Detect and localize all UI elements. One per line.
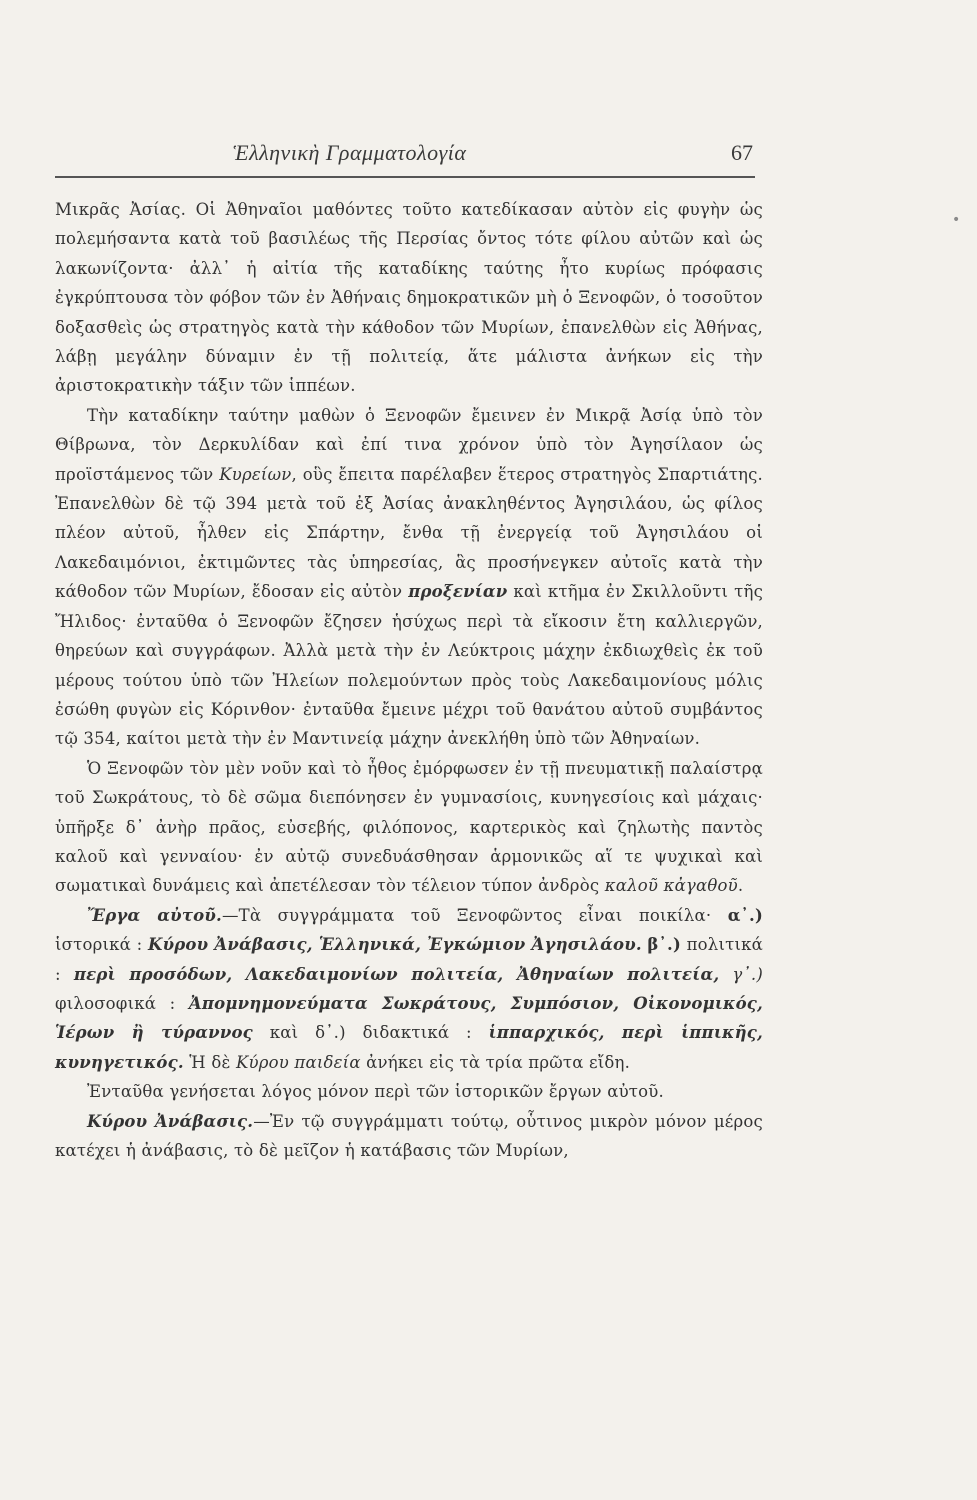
p4-text-f: διδακτικά :	[362, 1023, 472, 1043]
p4-alpha: α᾿.)	[727, 905, 763, 925]
p4-works-philosophical: Ἀπομνημονεύματα Σωκράτους, Συμπόσιον, Οἰκονομικός, Ἱέρων ἢ τύραννος	[55, 993, 763, 1043]
paragraph-exile: Μικρᾶς Ἀσίας. Οἱ Ἀθηναῖοι μαθόντες τοῦτο κατεδίκασαν αὐτὸν εἰς φυγὴν ὡς πολεμήσαντα κατὰ τοῦ βασιλέως τῆς Περσίας ὄντος τότε φίλου αὐτῶν καὶ ὡς λακωνίζοντα· ἀλλ᾿ ἡ αἰτία τῆς καταδίκης ταύτης ἦτο κυρίως πρόφασις ἐγκρύπτουσα τὸν φόβον τῶν ἐν Ἀθήναις δημοκρατικῶν μὴ ὁ Ξενοφῶν, ὁ τοσοῦτον δοξασθεὶς ὡς στρατηγὸς κατὰ τὴν κάθοδον τῶν Μυρίων, ἐπανελθὼν εἰς Ἀθήνας, λάβῃ μεγάλην δύναμιν ἐν τῇ πολιτείᾳ, ἅτε μάλιστα ἀνήκων εἰς τὴν ἀριστοκρατικὴν τάξιν τῶν ἱππέων.	[55, 200, 763, 396]
p6-text-a: —Ἐν τῷ συγγράμματι τούτῳ, οὗτινος μικρὸν μόνον μέρος κατέχει ἡ ἀνάβασις, τὸ δὲ μεῖζον ἡ κατάβασις τῶν Μυρίων,	[55, 1111, 763, 1160]
p4-text-d: φιλοσοφικά :	[55, 993, 176, 1013]
p2-kyreion: Κυρείων	[219, 464, 292, 484]
p2-text-b: , οὓς ἔπειτα παρέλαβεν ἕτερος στρατηγὸς Σπαρτιάτης. Ἐπανελθὼν δὲ τῷ 394 μετὰ τοῦ ἐξ Ἀσίας ἀνακληθέντος Ἀγησιλάου, ὡς φίλος πλέον αὐτοῦ, ἦλθεν εἰς Σπάρτην, ἔνθα τῇ ἐνεργείᾳ τοῦ Ἀγησιλάου οἱ Λακεδαιμόνιοι, ἐκτιμῶντες τὰς ὑπηρεσίας, ἃς προσήνεγκεν αὐτοῖς κατὰ τὴν κάθοδον τῶν Μυρίων, ἔδοσαν εἰς αὐτὸν	[55, 464, 763, 602]
p2-text-c: καὶ κτῆμα ἐν Σκιλλοῦντι τῆς Ἤλιδος· ἐνταῦθα ὁ Ξενοφῶν ἔζησεν ἡσύχως περὶ τὰ εἴκοσιν ἔτη καλλιεργῶν, θηρεύων καὶ συγγράφων. Ἀλλὰ μετὰ τὴν ἐν Λεύκτροις μάχην ἐκδιωχθεὶς ἐκ τοῦ μέρους τούτου ὑπὸ τῶν Ἠλείων πολεμούντων πρὸς τοὺς Λακεδαιμονίους μόλις ἐσώθη φυγὼν εἰς Κόρινθον· ἐνταῦθα ἔμεινε μέχρι τοῦ θανάτου αὐτοῦ συμβάντος τῷ 354, καίτοι μετὰ τὴν ἐν Μαντινείᾳ μάχην ἀνεκλήθη ὑπὸ τῶν Ἀθηναίων.	[55, 582, 764, 749]
p4-text-a: —Τὰ συγγράμματα τοῦ Ξενοφῶντος εἶναι ποικίλα·	[221, 905, 712, 925]
paragraph-character	[55, 754, 763, 901]
p4-text-h: ἀνήκει εἰς τὰ τρία πρῶτα εἴδη.	[366, 1052, 631, 1072]
p4-text-b: ἱστορικά :	[55, 935, 143, 955]
p3-text-a: Ὁ Ξενοφῶν τὸν μὲν νοῦν καὶ τὸ ἦθος ἐμόρφωσεν ἐν τῇ πνευματικῇ παλαίστρᾳ τοῦ Σωκράτους, τὸ δὲ σῶμα διεπόνησεν ἐν γυμνασίοις, κυνηγεσίοις καὶ μάχαις· ὑπῆρξε δ᾿ ἀνὴρ πρᾶος, εὐσεβής, φιλόπονος, καρτερικὸς καὶ ζηλωτὴς παντὸς καλοῦ καὶ γενναίου· ἐν αὐτῷ συνεδυάσθησαν ἁρμονικῶς αἵ τε ψυχικαὶ καὶ σωματικαὶ δυνάμεις καὶ ἀπετέλεσαν τὸν τέλειον τύπον ἀνδρὸς	[55, 758, 763, 896]
p4-gamma: γ᾿.)	[732, 964, 764, 984]
p2-text-a: Τὴν καταδίκην ταύτην μαθὼν ὁ Ξενοφῶν ἔμεινεν ἐν Μικρᾷ Ἀσίᾳ ὑπὸ τὸν Θίβρωνα, τὸν Δερκυλίδαν καὶ ἐπί τινα χρόνον ὑπὸ τὸν Ἀγησίλαον ὡς προϊστάμενος τῶν	[55, 405, 763, 484]
p4-paideia: Κύρου παιδεία	[235, 1052, 361, 1072]
works-heading: Ἔργα αὐτοῦ.	[87, 905, 222, 925]
anabasis-heading: Κύρου Ἀνάβασις.	[87, 1111, 254, 1131]
body-text	[55, 195, 763, 1165]
p4-works-political: περὶ προσόδων, Λακεδαιμονίων πολιτεία, Ἀθηναίων πολιτεία,	[73, 964, 720, 984]
paragraph-asia-minor	[55, 401, 763, 754]
p4-text-e: καὶ	[269, 1023, 299, 1043]
running-header	[233, 140, 753, 174]
p3-kalos: καλοῦ κἀγαθοῦ	[604, 876, 738, 896]
header-rule	[55, 176, 755, 178]
running-title: Ἑλληνικὴ Γραμματολογία	[233, 140, 467, 165]
p4-text-c: πολιτικά :	[55, 935, 763, 984]
p4-works-didactic: ἱππαρχικός, περὶ ἱππικῆς, κυνηγετικός.	[55, 1023, 763, 1072]
margin-spot: •	[952, 212, 961, 228]
p2-proxenian: προξενίαν	[408, 582, 508, 602]
p4-works-historical: Κύρου Ἀνάβασις, Ἑλληνικά, Ἐγκώμιον Ἀγησιλάου.	[148, 935, 642, 955]
paragraph-historical: Ἐνταῦθα γενήσεται λόγος μόνον περὶ τῶν ἱστορικῶν ἔργων αὐτοῦ.	[87, 1082, 664, 1102]
paragraph-works	[55, 901, 763, 1077]
p3-end: .	[737, 876, 744, 896]
p4-text-g: Ἡ δὲ	[189, 1052, 231, 1072]
p4-beta: β᾿.)	[647, 935, 681, 955]
p4-delta: δ᾿.)	[315, 1023, 346, 1043]
page-number: 67	[731, 140, 753, 165]
paragraph-anabasis	[55, 1107, 763, 1166]
